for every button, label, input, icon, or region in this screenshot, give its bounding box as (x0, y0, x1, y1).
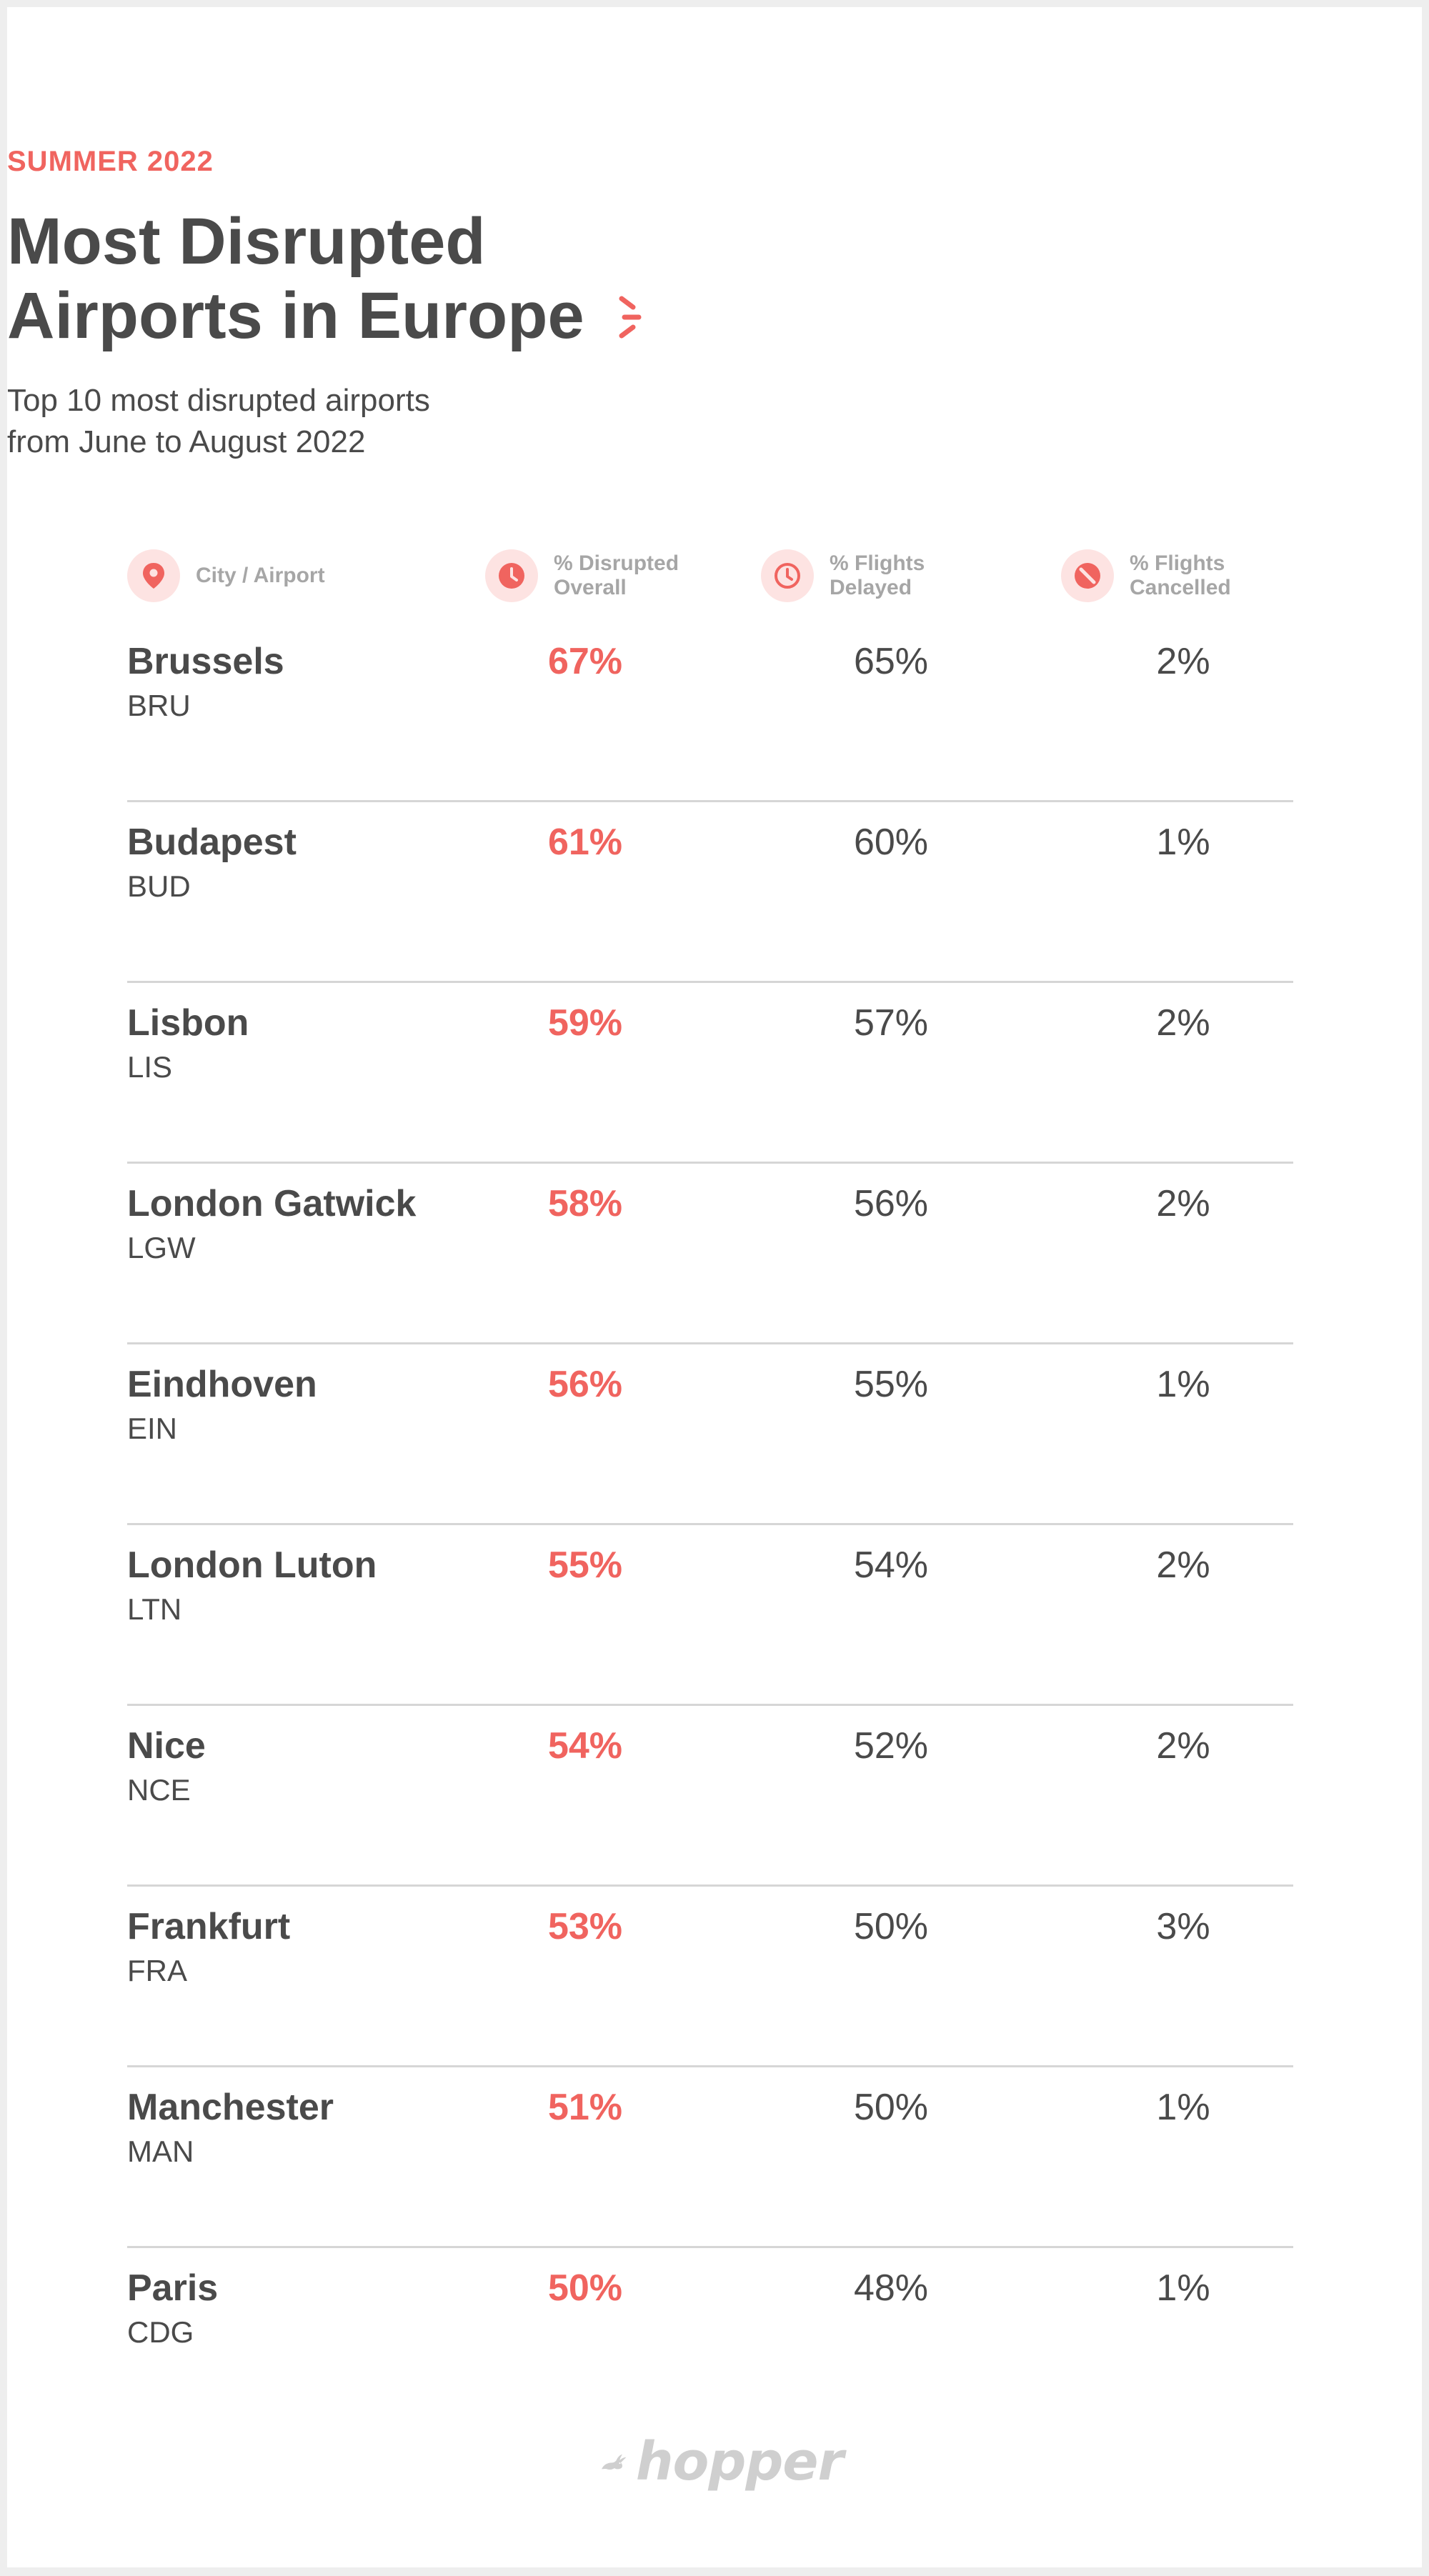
row-delayed: 48% (853, 2267, 929, 2309)
row-overall: 50% (547, 2267, 623, 2309)
column-header-delayed (761, 547, 925, 604)
table-row (127, 1706, 1293, 1887)
eyebrow-label: SUMMER 2022 (7, 146, 214, 177)
table-row (127, 1887, 1293, 2067)
row-code: LIS (127, 1050, 173, 1084)
row-code: LTN (127, 1592, 182, 1626)
row-overall: 53% (547, 1906, 623, 1947)
table-row (127, 802, 1293, 983)
row-cancelled: 1% (1156, 1364, 1210, 1405)
table-row (127, 621, 1293, 802)
brand-logo (600, 2426, 843, 2497)
row-city: Manchester (127, 2087, 334, 2128)
title-line-1: Most Disrupted (7, 205, 486, 278)
row-code: MAN (127, 2135, 194, 2168)
column-label-cancelled-2: Cancelled (1130, 576, 1231, 599)
row-cancelled: 2% (1156, 1544, 1210, 1586)
table-row (127, 983, 1293, 1164)
page-title (7, 204, 1422, 353)
table-row (127, 2067, 1293, 2248)
row-delayed: 52% (853, 1725, 929, 1767)
column-label-overall-1: % Disrupted (554, 551, 679, 575)
title-line-2: Airports in Europe (7, 279, 584, 352)
subtitle (7, 380, 1422, 463)
subtitle-line-2: from June to August 2022 (7, 424, 366, 459)
row-code: BRU (127, 689, 191, 722)
title-line-2-wrap (7, 279, 584, 353)
clock-outline-icon (772, 561, 802, 591)
row-delayed: 56% (853, 1183, 929, 1224)
row-city: Eindhoven (127, 1364, 317, 1405)
sparkle-right-icon (607, 289, 650, 346)
table-row (127, 1344, 1293, 1525)
column-label-delayed-2: Delayed (830, 576, 912, 599)
row-overall: 67% (547, 641, 623, 682)
row-overall: 51% (547, 2087, 623, 2128)
cancel-icon (1072, 561, 1102, 591)
column-header-city (127, 547, 325, 604)
column-label-cancelled-1: % Flights (1130, 551, 1225, 575)
row-city: London Gatwick (127, 1183, 417, 1224)
row-cancelled: 2% (1156, 1725, 1210, 1767)
row-cancelled: 2% (1156, 641, 1210, 682)
row-delayed: 55% (853, 1364, 929, 1405)
row-city: Budapest (127, 822, 297, 863)
row-overall: 56% (547, 1364, 623, 1405)
row-cancelled: 2% (1156, 1002, 1210, 1044)
column-label-overall-2: Overall (554, 576, 627, 599)
table-row (127, 1525, 1293, 1706)
row-code: FRA (127, 1954, 187, 1987)
row-overall: 61% (547, 822, 623, 863)
row-delayed: 57% (853, 1002, 929, 1044)
row-overall: 59% (547, 1002, 623, 1044)
row-cancelled: 2% (1156, 1183, 1210, 1224)
row-cancelled: 3% (1156, 1906, 1210, 1947)
infographic-card (7, 7, 1422, 2567)
row-delayed: 54% (853, 1544, 929, 1586)
row-cancelled: 1% (1156, 822, 1210, 863)
column-header-cancelled (1061, 547, 1231, 604)
row-city: Brussels (127, 641, 284, 682)
subtitle-line-1: Top 10 most disrupted airports (7, 383, 430, 418)
clock-filled-icon (497, 561, 527, 591)
row-delayed: 65% (853, 641, 929, 682)
row-delayed: 50% (853, 2087, 929, 2128)
table-row (127, 1164, 1293, 1344)
brand-name: hopper (635, 2431, 843, 2492)
row-overall: 54% (547, 1725, 623, 1767)
bunny-icon (600, 2433, 627, 2490)
row-city: London Luton (127, 1544, 377, 1586)
column-label-city: City / Airport (196, 564, 325, 587)
row-code: EIN (127, 1412, 178, 1445)
row-cancelled: 1% (1156, 2267, 1210, 2309)
row-city: Nice (127, 1725, 206, 1767)
location-pin-icon (141, 561, 166, 590)
column-header-overall (485, 547, 679, 604)
row-city: Lisbon (127, 1002, 249, 1044)
row-delayed: 60% (853, 822, 929, 863)
row-code: LGW (127, 1231, 196, 1264)
row-city: Frankfurt (127, 1906, 291, 1947)
row-city: Paris (127, 2267, 219, 2309)
row-overall: 58% (547, 1183, 623, 1224)
column-label-delayed-1: % Flights (830, 551, 925, 575)
row-delayed: 50% (853, 1906, 929, 1947)
row-code: NCE (127, 1773, 191, 1807)
row-overall: 55% (547, 1544, 623, 1586)
table-row (127, 2248, 1293, 2429)
row-code: BUD (127, 869, 191, 903)
row-cancelled: 1% (1156, 2087, 1210, 2128)
row-code: CDG (127, 2315, 194, 2349)
